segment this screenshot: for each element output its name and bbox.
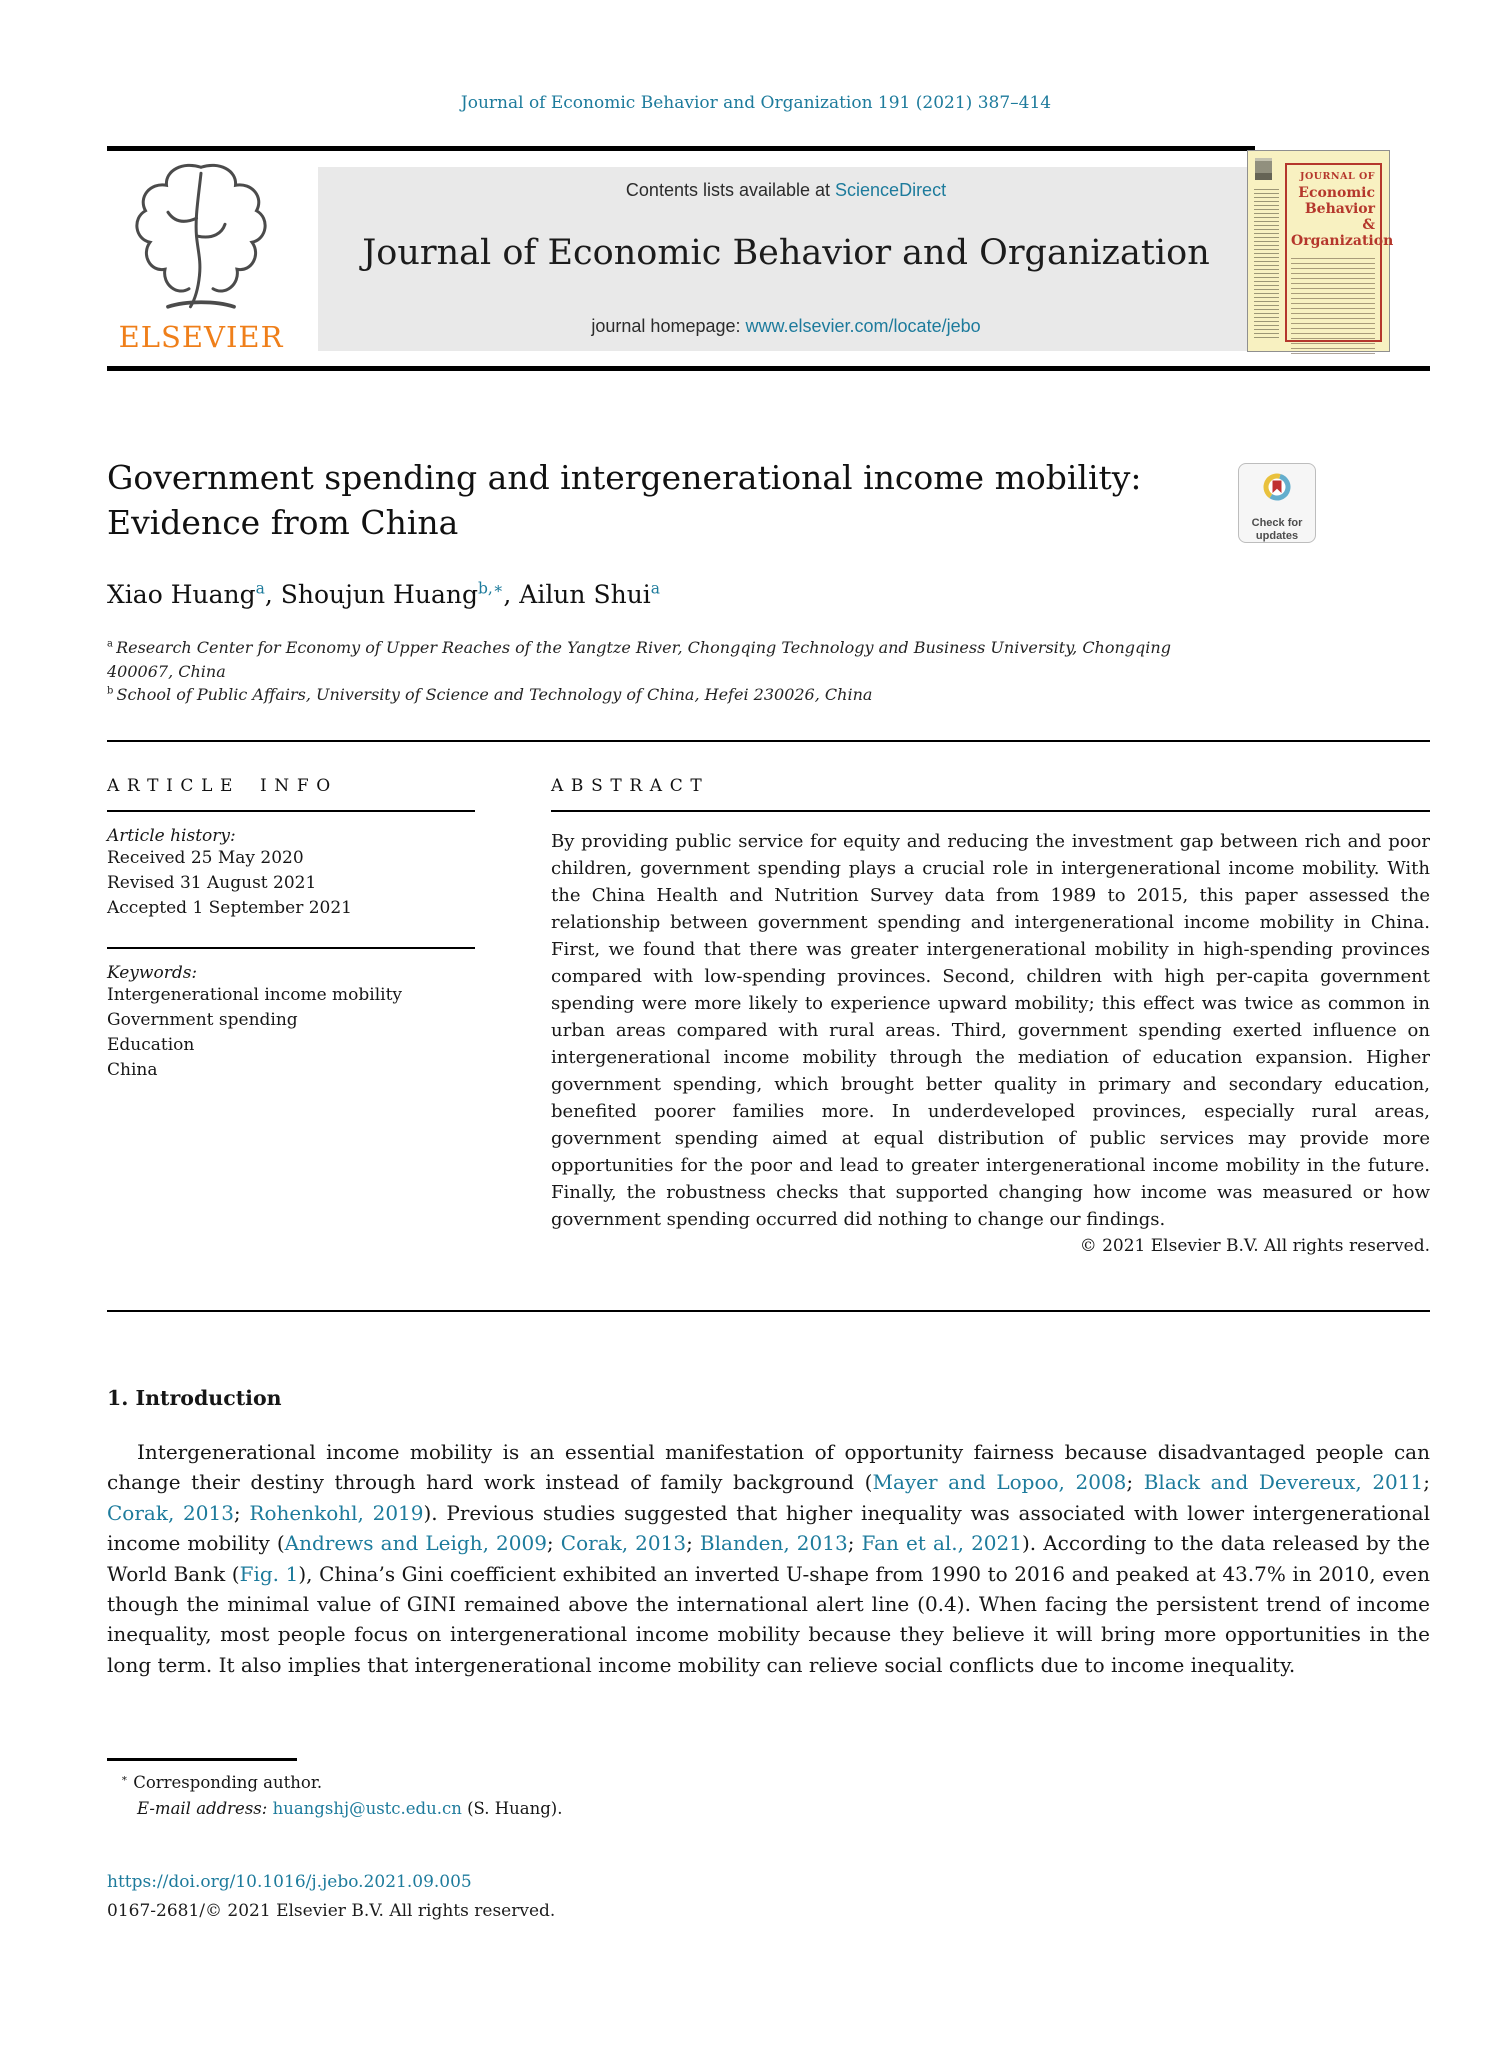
inline-link[interactable]: Black and Devereux, 2011 [1143, 1470, 1424, 1495]
section-top-rule [107, 740, 1430, 742]
homepage-link[interactable]: www.elsevier.com/locate/jebo [745, 316, 981, 336]
elsevier-logo[interactable] [110, 158, 292, 354]
corresponding-author-note [107, 1772, 1007, 1794]
keyword-item: China [107, 1060, 158, 1080]
journal-name: Journal of Economic Behavior and Organization [362, 233, 1210, 273]
badge-text-line: updates [1255, 529, 1299, 542]
superscript: b [107, 686, 117, 698]
abstract-text: By providing public service for equity and reducing the investment gap between rich and poor children, government spending plays a crucial role in intergenerational income mobility. With the China Health and Nutrition Survey data from 1989 to 2015, this paper assessed the relationship between government spending and intergenerational income mobility in China. First, we found that there was greater intergenerational mobility in high-spending provinces compared with low-spending provinces. Second, children with high per-capita government spending were more likely to experience upward mobility; this effect was twice as common in urban areas compared with rural areas. Third, government spending exerted influence on intergenerational income mobility through the mediation of education expansion. Higher government spending, which brought better quality in primary and secondary education, benefited poorer families more. In underdeveloped provinces, especially rural areas, government spending aimed at equal distribution of public services may provide more opportunities for the poor and lead to greater intergenerational income mobility in the future. Finally, the robustness checks that supported changing how income was measured or how government spending occurred did nothing to change our findings. [551, 831, 1430, 1230]
contents-line [318, 180, 1254, 201]
masthead-bottom-rule [107, 366, 1430, 371]
text-run: ; [546, 1531, 561, 1556]
abstract-heading: ABSTRACT [551, 776, 710, 796]
contents-prefix-text: Contents lists available at [625, 180, 836, 200]
keyword-item: Education [107, 1035, 195, 1055]
elsevier-tree-icon [126, 158, 276, 316]
crossmark-icon [1255, 468, 1299, 512]
cover-toc-lines [1254, 189, 1279, 341]
inline-link[interactable]: Mayer and Lopoo, 2008 [872, 1470, 1127, 1495]
text-run: ; [686, 1531, 700, 1556]
section-bottom-rule [107, 1310, 1430, 1312]
superscript: a [107, 638, 117, 650]
running-head-citation: Journal of Economic Behavior and Organization 191 (2021) 387–414 [460, 93, 1052, 113]
superscript: a [650, 579, 661, 598]
superscript: b,∗ [477, 579, 504, 598]
copyright-line: © 2021 Elsevier B.V. All rights reserved. [1079, 1236, 1430, 1256]
footnote-rule [107, 1758, 297, 1761]
cover-title-line: JOURNAL OF [1299, 171, 1375, 182]
affiliation [107, 636, 1187, 683]
abstract-column [551, 776, 1430, 1256]
history-item: Received 25 May 2020 [107, 848, 304, 868]
inline-link[interactable]: Fan et al., 2021 [861, 1531, 1022, 1556]
inline-link[interactable]: Rohenkohl, 2019 [249, 1500, 424, 1525]
text-run: E-mail address: [137, 1799, 268, 1819]
email-note [107, 1798, 1007, 1820]
text-run: Shoujun Huang [280, 580, 478, 609]
keywords-label: Keywords: [107, 963, 198, 983]
article-info-heading: ARTICLE INFO [107, 776, 338, 796]
cover-title-line: Organization [1291, 233, 1394, 249]
inline-link[interactable]: Corak, 2013 [560, 1531, 687, 1556]
cover-title-line: Economic [1298, 185, 1375, 201]
article-title: Government spending and intergenerational income mobility: Evidence from China [107, 458, 1142, 542]
check-for-updates-badge[interactable] [1238, 463, 1316, 543]
affiliation [107, 683, 1187, 707]
affiliations [107, 636, 1187, 707]
sciencedirect-link[interactable]: ScienceDirect [835, 180, 947, 200]
inline-link[interactable]: Fig. 1 [239, 1561, 299, 1586]
cover-title-line: Behavior & [1304, 201, 1375, 233]
inline-link[interactable]: Blanden, 2013 [699, 1531, 848, 1556]
text-run: , [503, 580, 520, 609]
article-info-column [107, 776, 475, 1083]
superscript: ∗ [121, 1773, 128, 1785]
text-run: Ailun Shui [519, 580, 651, 609]
history-item: Revised 31 August 2021 [107, 873, 317, 893]
article-history-label: Article history: [107, 826, 236, 846]
text-run: Corresponding author. [127, 1773, 323, 1792]
homepage-prefix-text: journal homepage: [591, 316, 746, 336]
cover-article-lines [1291, 258, 1375, 354]
text-run: Intergenerational income mobility is an essential manifestation of opportunity fairness because disadvantaged people can change their destiny through hard work instead of family background ( [107, 1440, 1430, 1495]
column-rule [107, 947, 475, 949]
author-list [107, 580, 1307, 609]
issn-copyright-line: 0167-2681/© 2021 Elsevier B.V. All rights reserved. [107, 1901, 556, 1921]
footnote-block [107, 1758, 1007, 1821]
keyword-item: Intergenerational income mobility [107, 985, 403, 1005]
article-history-list [107, 846, 475, 921]
superscript: a [255, 579, 265, 598]
text-run: Research Center for Economy of Upper Reaches of the Yangtze River, Chongqing Technology and Business University, Chongqing 400067, China [107, 638, 1171, 681]
column-rule [551, 810, 1430, 812]
homepage-line [318, 316, 1254, 337]
keywords-list [107, 983, 475, 1083]
badge-text-line: Check for [1251, 517, 1303, 529]
cover-title-panel [1285, 163, 1394, 342]
inline-link[interactable]: Corak, 2013 [107, 1500, 234, 1525]
text-run: ; [847, 1531, 862, 1556]
introduction-paragraph [107, 1437, 1430, 1680]
top-divider-rule [107, 146, 1255, 151]
text-run: ; [233, 1500, 250, 1525]
text-run: ; [1423, 1470, 1430, 1495]
inline-link[interactable]: huangshj@ustc.edu.cn [272, 1799, 462, 1819]
introduction-heading: 1. Introduction [107, 1386, 282, 1410]
column-rule [107, 810, 475, 812]
keyword-item: Government spending [107, 1010, 298, 1030]
check-for-updates-label [1239, 517, 1315, 542]
journal-banner [318, 167, 1254, 351]
text-run: ). According to the data released by the World Bank ( [107, 1531, 1430, 1586]
text-run: , [264, 580, 281, 609]
article-identifiers [107, 1872, 1007, 1921]
text-run: Xiao Huang [107, 580, 256, 609]
journal-cover-thumbnail[interactable] [1247, 150, 1394, 352]
doi-link[interactable]: https://doi.org/10.1016/j.jebo.2021.09.005 [107, 1872, 472, 1892]
inline-link[interactable]: Andrews and Leigh, 2009 [284, 1531, 547, 1556]
history-item: Accepted 1 September 2021 [107, 898, 352, 918]
cover-elsevier-mark-icon [1255, 158, 1272, 180]
text-run: ). Previous studies suggested that higher inequality was associated with lower intergenerational income mobility ( [107, 1500, 1430, 1556]
text-run: (S. Huang). [461, 1799, 563, 1819]
text-run: ), China’s Gini coefficient exhibited an inverted U-shape from 1990 to 2016 and peaked at 43.7% in 2010, even though the minimal value of GINI remained above the international alert line (0.4). When facing the persistent trend of income inequality, most people focus on intergenerational income mobility because they believe it will bring more opportunities in the long term. It also implies that intergenerational income mobility can relieve social conflicts due to income inequality. [107, 1561, 1431, 1677]
introduction-section [107, 1386, 1430, 1680]
elsevier-wordmark: ELSEVIER [118, 320, 284, 354]
text-run: School of Public Affairs, University of Science and Technology of China, Hefei 230026, China [116, 685, 873, 705]
text-run: ; [1126, 1470, 1144, 1495]
